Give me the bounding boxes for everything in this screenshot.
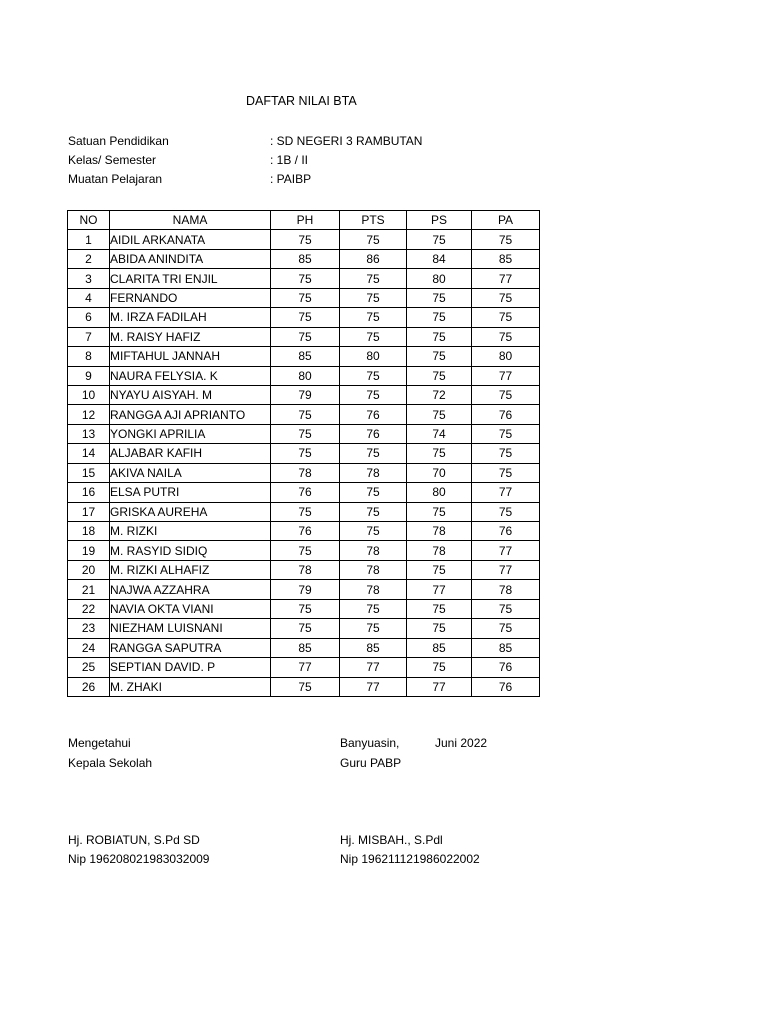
cell-nama: M. RIZKI — [110, 522, 271, 541]
cell-nama: NIEZHAM LUISNANI — [110, 619, 271, 638]
cell-pts: 77 — [340, 677, 407, 696]
cell-pa: 75 — [472, 424, 540, 443]
cell-nama: AKIVA NAILA — [110, 463, 271, 482]
table-row — [68, 560, 540, 579]
cell-ps: 80 — [407, 483, 472, 502]
meta-label-muatan-pelajaran: Muatan Pelajaran — [68, 172, 163, 186]
cell-ps: 78 — [407, 522, 472, 541]
cell-no: 1 — [68, 230, 110, 249]
cell-pa: 77 — [472, 366, 540, 385]
header-ps: PS — [407, 211, 472, 230]
cell-pts: 75 — [340, 385, 407, 404]
cell-no: 25 — [68, 658, 110, 677]
meta-label-kelas-semester: Kelas/ Semester — [68, 153, 157, 167]
cell-pa: 77 — [472, 269, 540, 288]
cell-pa: 75 — [472, 288, 540, 307]
table-row — [68, 249, 540, 268]
cell-nama: YONGKI APRILIA — [110, 424, 271, 443]
cell-nama: NAURA FELYSIA. K — [110, 366, 271, 385]
cell-no: 8 — [68, 347, 110, 366]
cell-pa: 77 — [472, 560, 540, 579]
cell-nama: M. RAISY HAFIZ — [110, 327, 271, 346]
cell-ph: 85 — [271, 347, 340, 366]
table-row — [68, 288, 540, 307]
cell-ph: 78 — [271, 463, 340, 482]
cell-nama: NAVIA OKTA VIANI — [110, 599, 271, 618]
cell-no: 10 — [68, 385, 110, 404]
cell-pts: 80 — [340, 347, 407, 366]
cell-pts: 75 — [340, 522, 407, 541]
cell-pts: 75 — [340, 483, 407, 502]
header-pa: PA — [472, 211, 540, 230]
cell-pa: 77 — [472, 541, 540, 560]
cell-no: 26 — [68, 677, 110, 696]
cell-ph: 75 — [271, 308, 340, 327]
meta-label-satuan-pendidikan: Satuan Pendidikan — [68, 134, 169, 148]
cell-nama: NAJWA AZZAHRA — [110, 580, 271, 599]
cell-no: 2 — [68, 249, 110, 268]
cell-ps: 77 — [407, 677, 472, 696]
table-row — [68, 308, 540, 327]
cell-ps: 85 — [407, 638, 472, 657]
cell-ps: 74 — [407, 424, 472, 443]
cell-ps: 75 — [407, 619, 472, 638]
cell-ph: 76 — [271, 483, 340, 502]
cell-pts: 85 — [340, 638, 407, 657]
cell-no: 14 — [68, 444, 110, 463]
cell-ph: 75 — [271, 269, 340, 288]
cell-ph: 75 — [271, 444, 340, 463]
cell-ph: 75 — [271, 230, 340, 249]
table-row — [68, 444, 540, 463]
document-title: DAFTAR NILAI BTA — [246, 94, 357, 108]
cell-ph: 76 — [271, 522, 340, 541]
table-row — [68, 327, 540, 346]
cell-nama: MIFTAHUL JANNAH — [110, 347, 271, 366]
cell-pa: 75 — [472, 502, 540, 521]
table-row — [68, 522, 540, 541]
cell-pa: 85 — [472, 638, 540, 657]
cell-ph: 75 — [271, 677, 340, 696]
cell-ph: 79 — [271, 385, 340, 404]
cell-ph: 78 — [271, 560, 340, 579]
cell-pts: 75 — [340, 269, 407, 288]
cell-pts: 75 — [340, 230, 407, 249]
cell-pa: 75 — [472, 619, 540, 638]
cell-ph: 80 — [271, 366, 340, 385]
cell-ps: 75 — [407, 502, 472, 521]
cell-no: 19 — [68, 541, 110, 560]
cell-no: 7 — [68, 327, 110, 346]
table-row — [68, 424, 540, 443]
table-row — [68, 502, 540, 521]
cell-pts: 86 — [340, 249, 407, 268]
table-header-row — [68, 211, 540, 230]
cell-pa: 76 — [472, 658, 540, 677]
cell-pa: 76 — [472, 677, 540, 696]
cell-ph: 75 — [271, 619, 340, 638]
cell-no: 9 — [68, 366, 110, 385]
cell-nama: GRISKA AUREHA — [110, 502, 271, 521]
cell-no: 4 — [68, 288, 110, 307]
cell-pa: 76 — [472, 405, 540, 424]
cell-ps: 75 — [407, 366, 472, 385]
cell-ps: 75 — [407, 560, 472, 579]
cell-nama: M. RIZKI ALHAFIZ — [110, 560, 271, 579]
table-row — [68, 638, 540, 657]
cell-ps: 70 — [407, 463, 472, 482]
cell-pa: 75 — [472, 230, 540, 249]
cell-no: 23 — [68, 619, 110, 638]
cell-ph: 75 — [271, 327, 340, 346]
cell-ph: 75 — [271, 288, 340, 307]
cell-pts: 78 — [340, 560, 407, 579]
cell-ps: 75 — [407, 444, 472, 463]
principal-name: Hj. ROBIATUN, S.Pd SD — [68, 833, 200, 847]
cell-nama: M. RASYID SIDIQ — [110, 541, 271, 560]
cell-no: 3 — [68, 269, 110, 288]
cell-ph: 75 — [271, 405, 340, 424]
teacher-name: Hj. MISBAH., S.Pdl — [340, 833, 443, 847]
cell-pts: 75 — [340, 288, 407, 307]
cell-ph: 75 — [271, 502, 340, 521]
cell-pa: 76 — [472, 522, 540, 541]
cell-nama: RANGGA AJI APRIANTO — [110, 405, 271, 424]
cell-pts: 76 — [340, 405, 407, 424]
cell-pa: 75 — [472, 327, 540, 346]
cell-ph: 85 — [271, 638, 340, 657]
cell-ps: 78 — [407, 541, 472, 560]
cell-nama: CLARITA TRI ENJIL — [110, 269, 271, 288]
cell-nama: SEPTIAN DAVID. P — [110, 658, 271, 677]
meta-value-kelas-semester: : 1B / II — [270, 153, 309, 167]
table-row — [68, 405, 540, 424]
cell-nama: NYAYU AISYAH. M — [110, 385, 271, 404]
table-row — [68, 269, 540, 288]
cell-no: 16 — [68, 483, 110, 502]
cell-pts: 78 — [340, 463, 407, 482]
cell-nama: FERNANDO — [110, 288, 271, 307]
grades-table-body — [68, 230, 540, 697]
cell-ph: 75 — [271, 599, 340, 618]
footer-date: Juni 2022 — [435, 736, 488, 750]
table-row — [68, 599, 540, 618]
table-row — [68, 677, 540, 696]
cell-ps: 84 — [407, 249, 472, 268]
cell-pts: 75 — [340, 327, 407, 346]
cell-nama: M. ZHAKI — [110, 677, 271, 696]
cell-ps: 75 — [407, 327, 472, 346]
cell-pts: 76 — [340, 424, 407, 443]
footer-kepala-sekolah: Kepala Sekolah — [68, 756, 153, 770]
cell-ps: 75 — [407, 308, 472, 327]
table-row — [68, 580, 540, 599]
cell-no: 24 — [68, 638, 110, 657]
cell-pa: 85 — [472, 249, 540, 268]
cell-pts: 75 — [340, 619, 407, 638]
table-row — [68, 619, 540, 638]
table-row — [68, 366, 540, 385]
cell-pts: 75 — [340, 308, 407, 327]
cell-nama: RANGGA SAPUTRA — [110, 638, 271, 657]
table-row — [68, 230, 540, 249]
cell-pa: 78 — [472, 580, 540, 599]
cell-no: 13 — [68, 424, 110, 443]
cell-no: 18 — [68, 522, 110, 541]
cell-ps: 72 — [407, 385, 472, 404]
header-ph: PH — [271, 211, 340, 230]
cell-nama: AIDIL ARKANATA — [110, 230, 271, 249]
cell-no: 20 — [68, 560, 110, 579]
cell-ph: 85 — [271, 249, 340, 268]
meta-value-satuan-pendidikan: : SD NEGERI 3 RAMBUTAN — [270, 134, 423, 148]
cell-pts: 75 — [340, 599, 407, 618]
cell-nama: M. IRZA FADILAH — [110, 308, 271, 327]
table-row — [68, 385, 540, 404]
cell-pa: 75 — [472, 599, 540, 618]
cell-no: 6 — [68, 308, 110, 327]
cell-ps: 75 — [407, 347, 472, 366]
footer-guru-pabp: Guru PABP — [340, 756, 402, 770]
cell-no: 17 — [68, 502, 110, 521]
meta-value-muatan-pelajaran: : PAIBP — [270, 172, 312, 186]
cell-ph: 75 — [271, 541, 340, 560]
cell-ps: 75 — [407, 599, 472, 618]
cell-nama: ABIDA ANINDITA — [110, 249, 271, 268]
cell-ps: 75 — [407, 658, 472, 677]
cell-no: 22 — [68, 599, 110, 618]
header-nama: NAMA — [110, 211, 271, 230]
table-row — [68, 483, 540, 502]
cell-ph: 79 — [271, 580, 340, 599]
cell-ps: 75 — [407, 405, 472, 424]
cell-no: 15 — [68, 463, 110, 482]
cell-ps: 75 — [407, 288, 472, 307]
cell-nama: ELSA PUTRI — [110, 483, 271, 502]
cell-pa: 75 — [472, 444, 540, 463]
grades-table — [67, 210, 540, 697]
cell-pts: 78 — [340, 541, 407, 560]
header-no: NO — [68, 211, 110, 230]
cell-ps: 75 — [407, 230, 472, 249]
cell-pts: 75 — [340, 366, 407, 385]
cell-pa: 75 — [472, 385, 540, 404]
cell-pa: 77 — [472, 483, 540, 502]
table-row — [68, 658, 540, 677]
footer-place: Banyuasin, — [340, 736, 400, 750]
header-pts: PTS — [340, 211, 407, 230]
cell-ps: 80 — [407, 269, 472, 288]
table-row — [68, 463, 540, 482]
cell-pts: 75 — [340, 444, 407, 463]
cell-pts: 77 — [340, 658, 407, 677]
cell-no: 12 — [68, 405, 110, 424]
cell-no: 21 — [68, 580, 110, 599]
cell-pts: 78 — [340, 580, 407, 599]
teacher-nip: Nip 196211121986022002 — [340, 852, 480, 866]
cell-pa: 75 — [472, 463, 540, 482]
table-row — [68, 541, 540, 560]
cell-pa: 75 — [472, 308, 540, 327]
table-row — [68, 347, 540, 366]
principal-nip: Nip 196208021983032009 — [68, 852, 210, 866]
cell-pts: 75 — [340, 502, 407, 521]
cell-nama: ALJABAR KAFIH — [110, 444, 271, 463]
cell-ph: 77 — [271, 658, 340, 677]
cell-ps: 77 — [407, 580, 472, 599]
cell-ph: 75 — [271, 424, 340, 443]
footer-mengetahui: Mengetahui — [68, 736, 131, 750]
cell-pa: 80 — [472, 347, 540, 366]
